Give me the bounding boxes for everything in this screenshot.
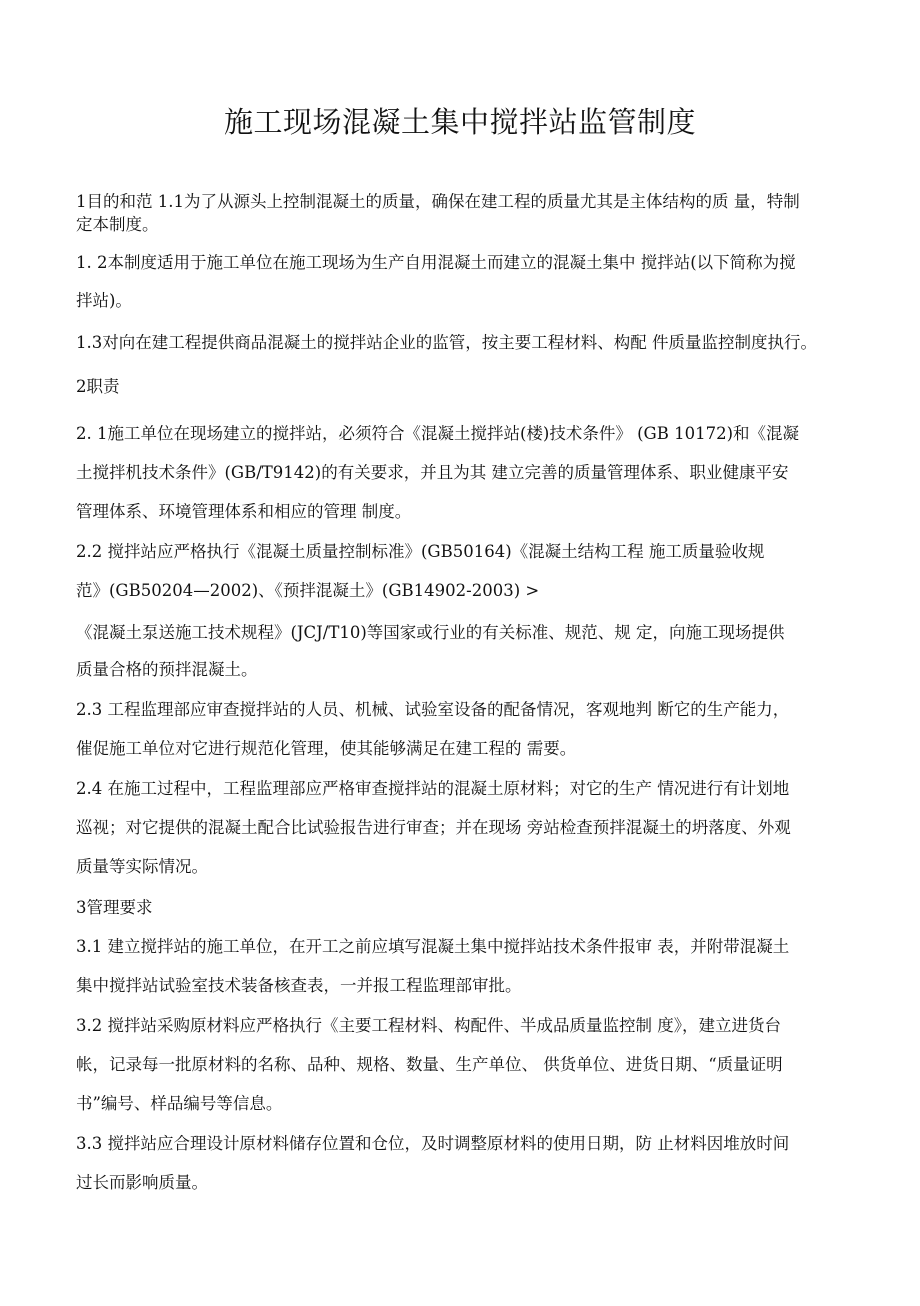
text-line: 拌站)。 xyxy=(76,291,132,310)
text-line: 定本制度。 xyxy=(76,215,159,234)
text-line: 书”编号、样品编号等信息。 xyxy=(76,1094,283,1113)
text-line: 2. 1施工单位在现场建立的搅拌站，必须符合《混凝土搅拌站(楼)技术条件》 (GB 10172)和《混凝 xyxy=(76,424,800,443)
text-line: 1. 2本制度适用于施工单位在施工现场为生产自用混凝土而建立的混凝土集中 搅拌站(以下简称为搅 xyxy=(76,253,796,272)
text-line: 1.3对向在建工程提供商品混凝土的搅拌站企业的监管，按主要工程材料、构配 件质量监控制度执行。 xyxy=(76,333,817,352)
text-line: 土搅拌机技术条件》(GB/T9142)的有关要求，并且为其 建立完善的质量管理体系、职业健康平安 xyxy=(76,463,789,482)
text-line: 3.1 建立搅拌站的施工单位，在开工之前应填写混凝土集中搅拌站技术条件报审 表，并附带混凝土 xyxy=(76,937,790,956)
text-line: 帐，记录每一批原材料的名称、品种、规格、数量、生产单位、 供货单位、进货日期、“质量证明 xyxy=(76,1055,783,1074)
text-line: 1目的和范 1.1为了从源头上控制混凝土的质量，确保在建工程的质量尤其是主体结构的质 量，特制 xyxy=(76,192,800,211)
text-line: 质量合格的预拌混凝土。 xyxy=(76,660,258,679)
text-line: 2.2 搅拌站应严格执行《混凝土质量控制标准》(GB50164)《混凝土结构工程 施工质量验收规 xyxy=(76,542,765,561)
text-line: 巡视；对它提供的混凝土配合比试验报告进行审查；并在现场 旁站检查预拌混凝土的坍落度、外观 xyxy=(76,818,791,837)
text-line: 过长而影响质量。 xyxy=(76,1173,208,1192)
text-line: 《混凝土泵送施工技术规程》(JCJ/T10)等国家或行业的有关标准、规范、规 定，向施工现场提供 xyxy=(76,623,785,642)
section-heading: 2职责 xyxy=(76,377,120,396)
text-line: 2.3 工程监理部应审查搅拌站的人员、机械、试验室设备的配备情况，客观地判 断它的生产能力， xyxy=(76,700,790,719)
text-line: 集中搅拌站试验室技术装备核查表，一并报工程监理部审批。 xyxy=(76,976,522,995)
text-line: 3.2 搅拌站采购原材料应严格执行《主要工程材料、构配件、半成品质量监控制 度》，建立进货台 xyxy=(76,1016,781,1035)
section-heading: 3管理要求 xyxy=(76,898,153,917)
text-line: 管理体系、环境管理体系和相应的管理 制度。 xyxy=(76,502,412,521)
text-line: 2.4 在施工过程中，工程监理部应严格审查搅拌站的混凝土原材料；对它的生产 情况进行有计划地 xyxy=(76,779,790,798)
text-line: 3.3 搅拌站应合理设计原材料储存位置和仓位，及时调整原材料的使用日期，防 止材料因堆放时间 xyxy=(76,1134,790,1153)
page-title: 施工现场混凝土集中搅拌站监管制度 xyxy=(223,105,696,139)
text-line: 范》(GB50204—2002)、《预拌混凝土》(GB14902-2003) > xyxy=(76,581,540,600)
text-line: 质量等实际情况。 xyxy=(76,857,208,876)
text-line: 催促施工单位对它进行规范化管理，使其能够满足在建工程的 需要。 xyxy=(76,739,577,758)
